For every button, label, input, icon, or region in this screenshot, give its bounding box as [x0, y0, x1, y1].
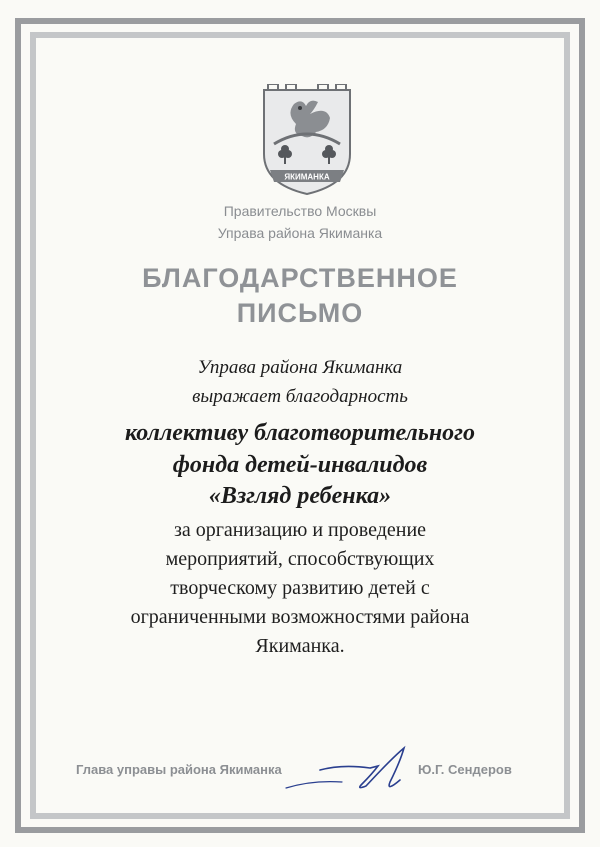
district-coat-of-arms-icon [256, 84, 358, 196]
body-line-reason-4: ограниченными возможностями района [130, 606, 470, 628]
body-line-recipient-1: коллективу благотворительного [124, 420, 476, 446]
body-line-expresses: выражает благодарность [192, 386, 408, 407]
government-name: Правительство Москвы [223, 203, 377, 219]
signer-title: Глава управы района Якиманка [76, 762, 282, 777]
body-line-reason-1: за организацию и проведение [173, 519, 427, 541]
handwritten-signature [282, 738, 442, 798]
body-line-reason-3: творческому развитию детей с [170, 577, 430, 599]
document-title-line-2: ПИСЬМО [236, 298, 364, 328]
signer-name: Ю.Г. Сендеров [418, 762, 512, 777]
body-line-recipient-2: фонда детей-инвалидов [172, 452, 428, 478]
body-line-reason-5: Якиманка. [255, 635, 345, 657]
emblem-ribbon-text: ЯКИМАНКА [284, 172, 330, 182]
body-line-issuer: Управа района Якиманка [197, 357, 403, 378]
body-line-reason-2: мероприятий, способствующих [165, 548, 435, 570]
body-line-fund-name: «Взгляд ребенка» [208, 483, 392, 509]
document-title-line-1: БЛАГОДАРСТВЕННОЕ [142, 263, 458, 293]
district-administration-name: Управа района Якиманка [217, 225, 383, 241]
